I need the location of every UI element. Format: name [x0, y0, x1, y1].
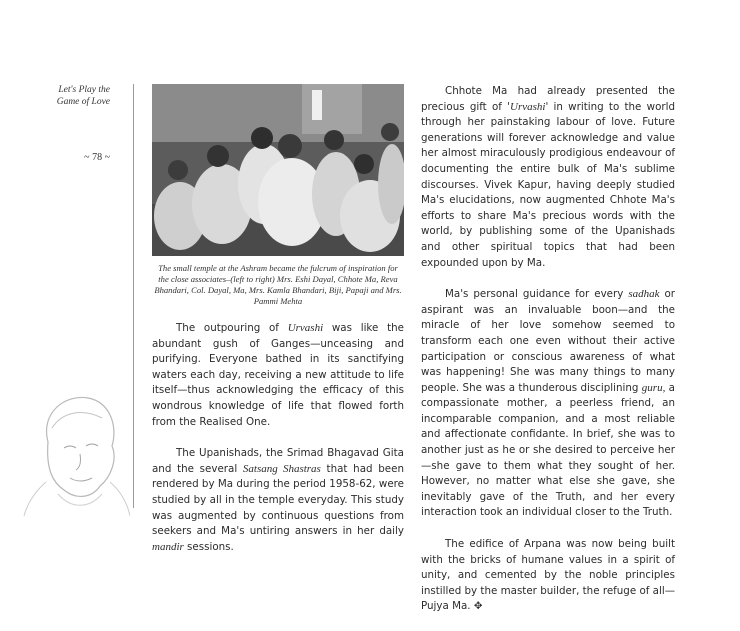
paragraph-personal-guidance	[421, 287, 675, 521]
temple-group-photo	[152, 84, 404, 256]
left-column	[152, 321, 404, 571]
text-run: or aspirant was an invaluable boon—and the miracle of her love somehow seemed to transform each one even without their active participation or conscious awareness of what was happening! She was many things to many people. She was a thunderous disciplining	[421, 288, 675, 394]
running-head	[40, 84, 110, 108]
page-number: ~ 78 ~	[84, 152, 110, 163]
italic-term: Satsang Shastras	[242, 462, 321, 475]
italic-term: guru,	[641, 381, 666, 394]
text-run: Chhote Ma had already presented the precious gift of '	[421, 85, 675, 113]
italic-term: Urvashi	[287, 322, 324, 334]
photo-caption: The small temple at the Ashram became the fulcrum of inspiration for the close associates–(left to right) Mrs. Eshi Dayal, Chhote Ma, Reva Bhandari, Col. Dayal, Ma, Mrs. Kamla Bhandari, Biji, Papaji and Mrs. Pammi Mehta	[154, 263, 402, 306]
text-run: Ma's personal guidance for every	[445, 288, 629, 301]
text-run: The outpouring of	[176, 322, 288, 334]
paragraph-chhote-ma-gift	[421, 84, 675, 271]
portrait-sketch-image	[18, 382, 130, 516]
text-run: sessions.	[183, 540, 234, 553]
text-run: ' in writing to the world through her painstaking labour of love. Future generations will forever acknowledge and value her almost miraculously prodigious endeavour of documenting the entire bulk of Ma's sublime discourses. Vivek Kapur, having deeply studied Ma's elucidations, now augmented Chhote Ma's efforts to share Ma's precious words with the world, by publishing some of the Upanishads and other spiritual topics that had been expounded upon by Ma.	[421, 100, 676, 269]
italic-term: sadhak	[628, 288, 660, 301]
running-head-line-1: Let's Play the	[58, 85, 110, 95]
paragraph-urvashi-outpouring	[152, 321, 404, 430]
column-divider	[133, 84, 134, 508]
running-head-line-2: Game of Love	[56, 97, 110, 107]
end-mark-icon: ✥	[473, 600, 483, 613]
text-run: The Upanishads, the Srimad Bhagavad Gita and the several	[152, 447, 404, 475]
right-column	[421, 84, 675, 631]
italic-term: mandir	[152, 540, 184, 553]
paragraph-temple-study	[152, 446, 404, 555]
text-run: a compassionate mother, a peerless friend, an incomparable companion, and a most reliable and affectionate confidante. In brief, she was to another just as he or she desired to perceive her—she gave to them what they sought of her. However, no matter what else she gave, she inevitably gave of the Truth, and her every interaction took an individual closer to the Truth.	[421, 381, 675, 519]
text-run: was like the abundant gush of Ganges—unceasing and purifying. Everyone bathed in its sanctifying waters each day, receiving a new attitude to life itself—thus acknowledging the efficacy of this wondrous knowledge of life that flowed forth from the Realised One.	[152, 322, 405, 428]
text-run: The edifice of Arpana was now being built with the bricks of humane values in a spirit of unity, and cemented by the noble principles instilled by the master builder, the refuge of all—Pujya Ma.	[421, 538, 675, 613]
paragraph-edifice-of-arpana	[421, 537, 675, 615]
italic-term: Urvashi	[510, 100, 546, 113]
text-run: that had been rendered by Ma during the period 1958-62, were studied by all in the temple everyday. This study was augmented by continuous questions from seekers and Ma's untiring answers in her daily	[152, 462, 404, 538]
